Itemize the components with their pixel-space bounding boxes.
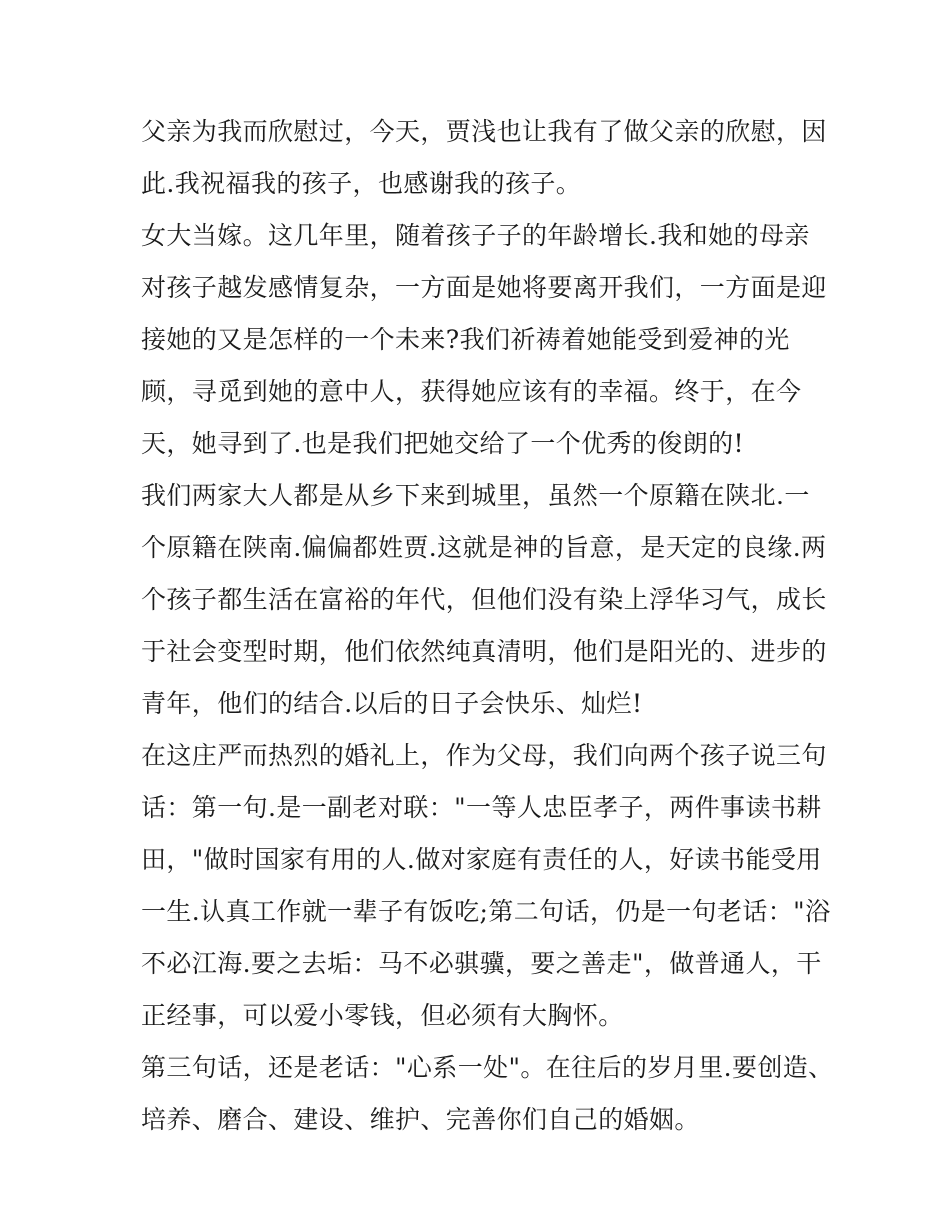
text-line-8: 我们两家大人都是从乡下来到城里，虽然一个原籍在陕北.一 (141, 481, 810, 510)
text-line-4: 对孩子越发感情复杂，一方面是她将要离开我们，一方面是迎 (141, 273, 827, 302)
text-line-6: 顾，寻觅到她的意中人，获得她应该有的幸福。终于，在今 (141, 377, 802, 406)
text-line-20: 培养、磨合、建设、维护、完善你们自己的婚姻。 (141, 1105, 700, 1134)
text-line-5: 接她的又是怎样的一个未来?我们祈祷着她能受到爱神的光 (141, 325, 790, 354)
text-line-12: 青年，他们的结合.以后的日子会快乐、灿烂! (141, 689, 643, 718)
text-line-13: 在这庄严而热烈的婚礼上，作为父母，我们向两个孩子说三句 (141, 741, 827, 770)
text-line-19: 第三句话，还是老话："心系一处"。在往后的岁月里.要创造、 (141, 1053, 834, 1082)
text-line-10: 个孩子都生活在富裕的年代，但他们没有染上浮华习气，成长 (141, 585, 827, 614)
text-line-18: 正经事，可以爱小零钱，但必须有大胸怀。 (141, 1001, 624, 1030)
text-line-11: 于社会变型时期，他们依然纯真清明，他们是阳光的、进步的 (141, 637, 827, 666)
body-text (141, 106, 834, 1146)
text-line-16: 一生.认真工作就一辈子有饭吃;第二句话，仍是一句老话："浴 (141, 897, 831, 926)
text-line-9: 个原籍在陕南.偏偏都姓贾.这就是神的旨意，是天定的良缘.两 (141, 533, 827, 562)
text-line-3: 女大当嫁。这几年里，随着孩子子的年龄增长.我和她的母亲 (141, 221, 810, 250)
text-line-17: 不必江海.要之去垢：马不必骐骥，要之善走"，做普通人，干 (141, 949, 822, 978)
text-line-1: 父亲为我而欣慰过，今天，贾浅也让我有了做父亲的欣慰，因 (141, 117, 827, 146)
text-line-2: 此.我祝福我的孩子，也感谢我的孩子。 (141, 169, 582, 198)
text-line-14: 话：第一句.是一副老对联："一等人忠臣孝子，两件事读书耕 (141, 793, 822, 822)
text-line-7: 天，她寻到了.也是我们把她交给了一个优秀的俊朗的! (141, 429, 744, 458)
text-line-15: 田，"做时国家有用的人.做对家庭有责任的人，好读书能受用 (141, 845, 822, 874)
